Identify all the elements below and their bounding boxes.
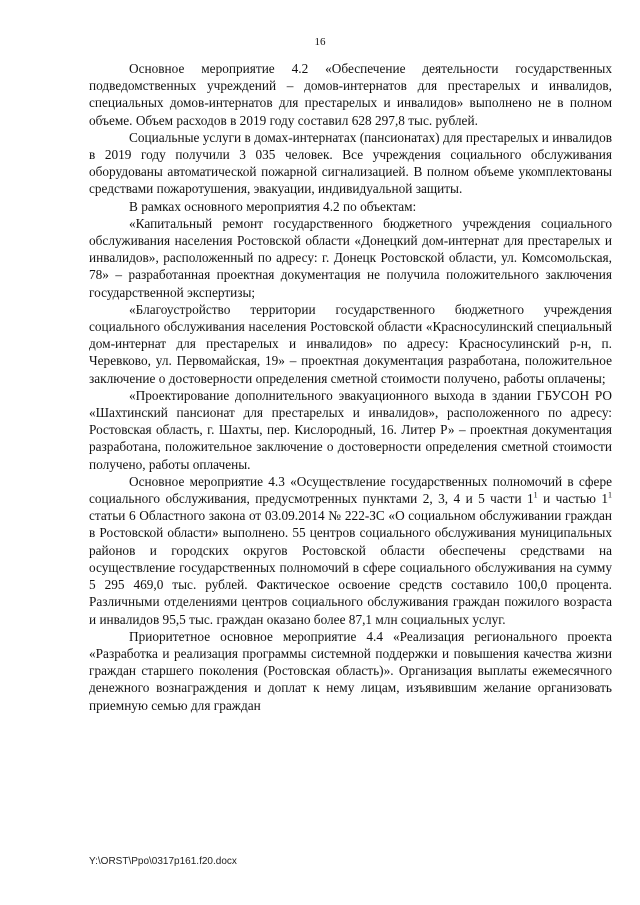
paragraph-measure-4-2: Основное мероприятие 4.2 «Обеспечение деятельности государственных подведомственных учреждений – домов-интернатов для престарелых и инвалидов, специальных домов-интернатов для престарелых и инвалидов» выполнено не в полном объеме. Объем расходов в 2019 году составил 628 297,8 тыс. рублей. — [89, 61, 612, 128]
paragraph-measure-4-3-part-3: статьи 6 Областного закона от 03.09.2014 № 222-ЗС «О социальном обслуживании граждан в Ростовской области» выполнено. 55 центров социального обслуживания муниципальных районов и городских округов Ростовской области обеспечены средствами на осуществление государственных полномочий в сфере социального обслуживания на сумму 5 295 469,0 тыс. рублей. Фактическое освоение средств составило 100,0 процента. Различными отделениями центров социального обслуживания граждан пожилого возраста и инвалидов 95,5 тыс. граждан оказано более 87,1 млн социальных услуг. — [89, 508, 612, 627]
paragraph-measure-4-3 — [89, 473, 612, 628]
paragraph-measure-4-4: Приоритетное основное мероприятие 4.4 «Реализация регионального проекта «Разработка и реализация программы системной поддержки и повышения качества жизни граждан старшего поколения (Ростовская область)». Организация выплаты ежемесячного денежного вознаграждения и доплат к нему лицам, изъявившим желание организовать приемную семью для граждан — [89, 628, 612, 713]
footer-file-path: Y:\ORST\Ppo\0317p161.f20.docx — [89, 856, 237, 867]
paragraph-social-services: Социальные услуги в домах-интернатах (пансионатах) для престарелых и инвалидов в 2019 году получили 3 035 человек. Все учреждения социального обслуживания оборудованы автоматической пожарной сигнализацией. В полном объеме укомплектованы средствами пожаротушения, эвакуации, индивидуальной защиты. — [89, 129, 612, 197]
document-body — [89, 60, 612, 714]
paragraph-objects-intro: В рамках основного мероприятия 4.2 по объектам: — [129, 198, 417, 214]
superscript-1: 1 — [533, 490, 538, 500]
superscript-2: 1 — [608, 490, 612, 500]
paragraph-shakhty-exit: «Проектирование дополнительного эвакуационного выхода в здании ГБУСОН РО «Шахтинский пансионат для престарелых и инвалидов», расположенного по адресу: Ростовская область, г. Шахты, пер. Кислородный, 16. Литер Р» – проектная документация разработана, положительное заключение о достоверности определения сметной стоимости получено, работы оплачены. — [89, 387, 612, 472]
paragraph-krasnosulinsky-improvement: «Благоустройство территории государственного бюджетного учреждения социального обслуживания населения Ростовской области «Красносулинский специальный дом-интернат для престарелых и инвалидов» по адресу: Красносулинский р-н, п. Черевково, ул. Первомайская, 19» – проектная документация разработана, положительное заключение о достоверности определения сметной стоимости получено, работы оплачены; — [89, 301, 612, 386]
paragraph-measure-4-3-part-1: Основное мероприятие 4.3 «Осуществление государственных полномочий в сфере социального обслуживания, предусмотренных пунктами 2, 3, 4 и 5 части 1 — [89, 473, 612, 507]
page-number: 16 — [314, 36, 326, 48]
paragraph-donetsk-repair: «Капитальный ремонт государственного бюджетного учреждения социального обслуживания населения Ростовской области «Донецкий дом-интернат для престарелых и инвалидов», расположенный по адресу: г. Донецк Ростовской области, ул. Комсомольская, 78» – разработанная проектная документация не получила положительного заключения государственной экспертизы; — [89, 215, 612, 300]
paragraph-measure-4-3-part-2: и частью 1 — [537, 491, 608, 507]
